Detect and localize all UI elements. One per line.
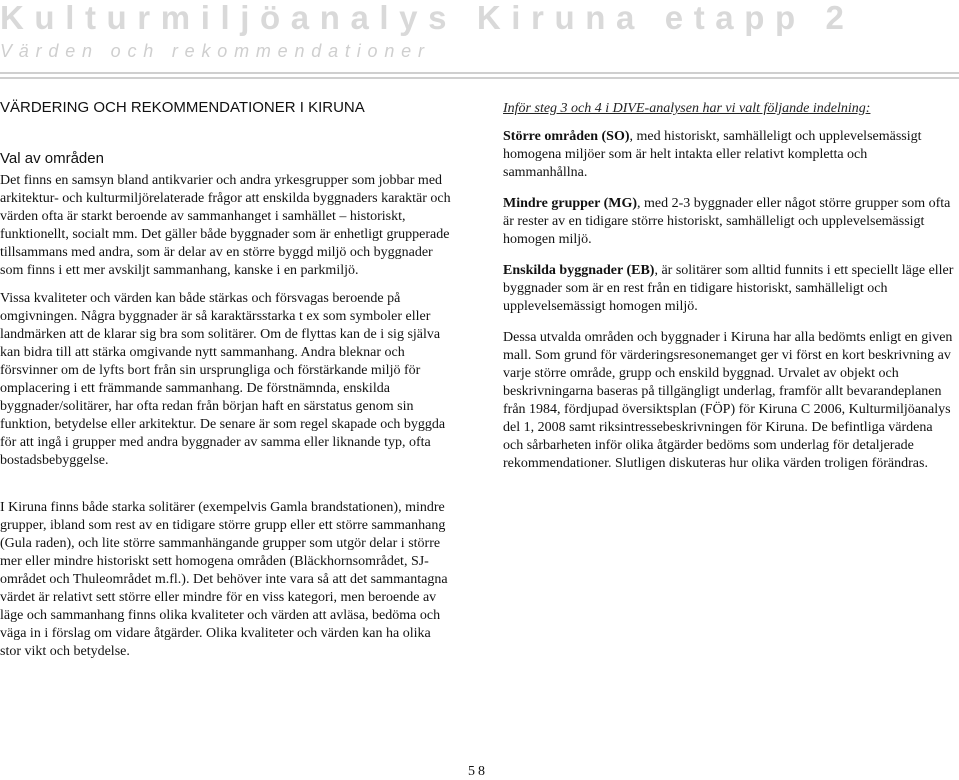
definition-term: Mindre grupper (MG)	[503, 196, 638, 211]
definition-mg	[503, 195, 955, 249]
report-subtitle: Värden och rekommendationer	[0, 41, 431, 61]
definition-text: , med historiskt, samhälleligt och upplevelsemässigt homogena miljöer som är helt intakta eller relativt kompletta och sammanhållna.	[503, 129, 922, 180]
paragraph-method: Dessa utvalda områden och byggnader i Kiruna har alla bedömts enligt en given mall. Som grund för värderingsresonemanget ger vi först en kort beskrivning av varje större område, grupp och enskild byggnad. Urvalet av objekt och beskrivningarna baseras på tillgängligt underlag, framför allt bevarandeplanen från 1984, fördjupad översiktsplan (FÖP) för Kiruna C 2006, Kulturmiljöanalys del 1, 2008 samt riksintressebeskrivningen för Kiruna. De befintliga värdena och sårbarheten inför olika åtgärder bedöms som underlag för detaljerade rekommendationer. Slutligen diskuteras hur olika värden troligen förändras.	[503, 330, 953, 471]
division-intro: Inför steg 3 och 4 i DIVE-analysen har vi valt följande indelning:	[503, 101, 871, 116]
header-rule-bottom	[0, 77, 959, 79]
paragraph-context: Det finns en samsyn bland antikvarier och andra yrkesgrupper som jobbar med arkitektur- och kulturmiljörelaterade frågor att enskilda byggnaders karaktär och värden ofta är starkt beroende av sammanhanget i samhället – historiskt, funktionellt, socialt mm. Det gäller både byggnader som är enhetligt grupperade tillsammans med andra, som är delar av en större byggd miljö och byggnader som finns i ett mer avskiljt sammanhang, kanske i en parkmiljö.	[0, 173, 451, 278]
page-number: 58	[468, 764, 488, 779]
left-column	[0, 99, 452, 480]
subsection-heading: Val av områden	[0, 150, 104, 167]
section-heading: VÄRDERING OCH REKOMMENDATIONER I KIRUNA	[0, 99, 365, 116]
definition-text: , är solitärer som alltid funnits i ett speciellt läge eller byggnader som är en rest från en tidigare historiskt, samhälleligt och upplevelsemässigt homogen miljö.	[503, 263, 954, 314]
paragraph-kiruna-categories: I Kiruna finns både starka solitärer (exempelvis Gamla brandstationen), mindre grupper, ibland som rest av en tidigare större grupp eller ett större sammanhang (Gula raden), och lite större sammanhängande grupper som utgör delar i större mer eller mindre historiskt sett homogena områden (Bläckhornsområdet, SJ-området och Thuleområdet m.fl.). Det behöver inte vara så att det sammantagna värdet är relativt sett större eller mindre för en viss kategori, men beroende av läge och sammanhang finns olika kvaliteter och värden att avläsa, bedöma och väga in i förslag om vidare åtgärder. Olika kvaliteter och värden kan ha olika stor vikt och betydelse.	[0, 500, 448, 659]
report-title: Kulturmiljöanalys Kiruna etapp 2	[0, 0, 855, 36]
definition-term: Större områden (SO)	[503, 129, 630, 144]
definition-so	[503, 128, 955, 182]
header-rule-top	[0, 72, 959, 74]
definition-eb	[503, 262, 955, 316]
definition-term: Enskilda byggnader (EB)	[503, 263, 655, 278]
paragraph-qualities: Vissa kvaliteter och värden kan både stärkas och försvagas beroende på omgivningen. Några byggnader är så karaktärsstarka t ex som symboler eller landmärken att de klarar sig bra som solitärer. Om de flyttas kan de i sig själva kan bidra till att stärka omgivande nytt sammanhang. Andra bleknar och försvinner om de lyfts bort från sin ursprungliga och förstärkande miljö för omplacering i ett främmande sammanhang. De förstnämnda, enskilda byggnader/solitärer, har ofta redan från början haft en särstatus genom sin funktion, betydelse eller arkitektur. De senare är som regel skapade och byggda för att ingå i grupper med andra byggnader av samma eller liknande typ, ofta bostadsbebyggelse.	[0, 291, 446, 468]
definition-text: , med 2-3 byggnader eller något större grupper som ofta är rester av en tidigare större historiskt, samhälleligt och upplevelsemässigt homogen miljö.	[503, 196, 951, 247]
right-column	[503, 100, 955, 486]
